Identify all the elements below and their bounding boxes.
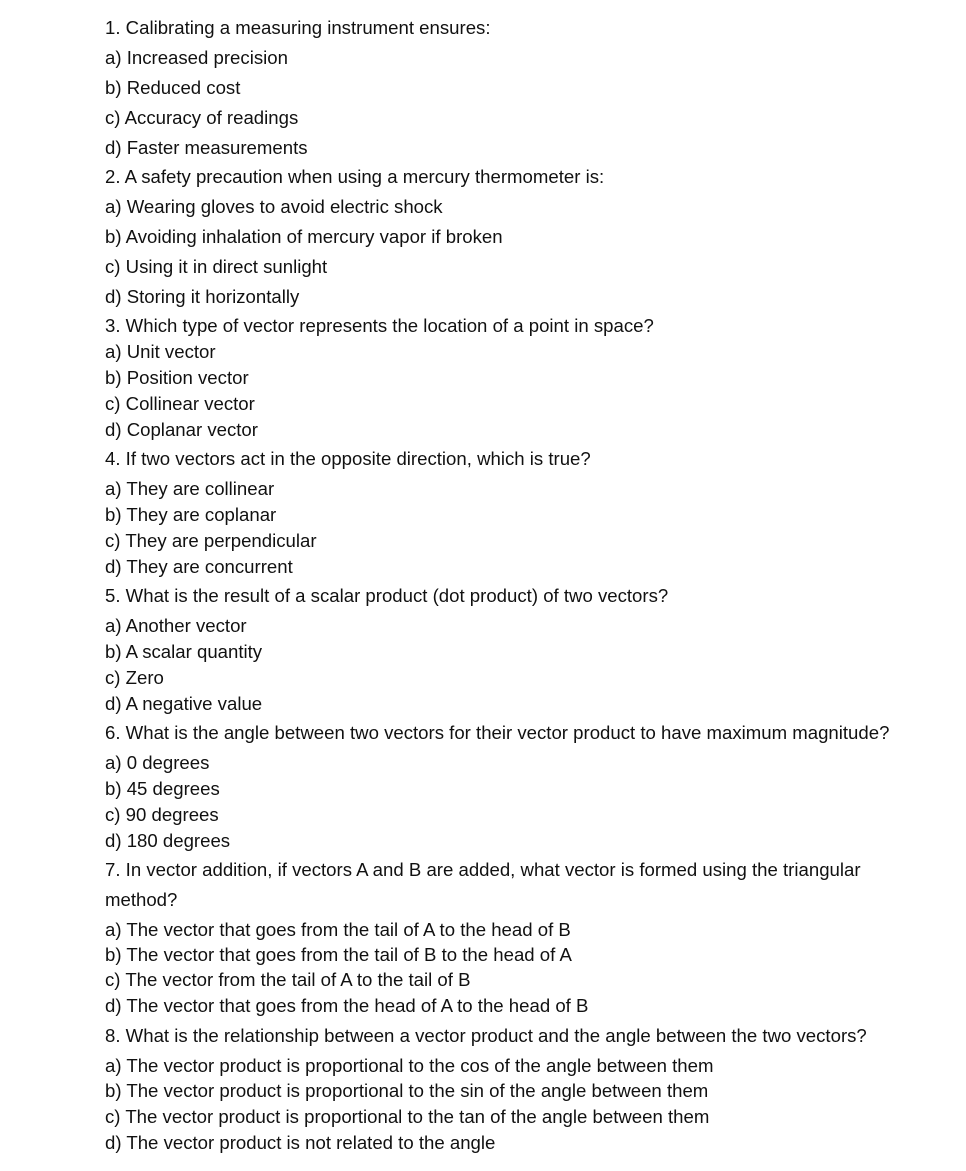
question-5-option-c: c) Zero [105,667,164,688]
question-6-option-d: d) 180 degrees [105,830,231,851]
question-2-option-c: c) Using it in direct sunlight [105,256,328,277]
question-3-option-c: c) Collinear vector [105,393,255,414]
question-2-option-b: b) Avoiding inhalation of mercury vapor if broken [105,226,503,247]
question-7-option-a: a) The vector that goes from the tail of A to the head of B [105,919,571,940]
question-5-option-b: b) A scalar quantity [105,641,263,662]
question-1-option-d: d) Faster measurements [105,137,308,158]
question-5-option-d: d) A negative value [105,693,263,714]
question-7-option-c: c) The vector from the tail of A to the tail of B [105,969,471,990]
question-2-option-a: a) Wearing gloves to avoid electric shock [105,196,443,217]
question-4-option-a: a) They are collinear [105,478,275,499]
question-3-text: 3. Which type of vector represents the location of a point in space? [105,315,654,336]
question-8-option-c: c) The vector product is proportional to the tan of the angle between them [105,1106,710,1127]
question-1-option-b: b) Reduced cost [105,77,241,98]
question-7-option-b: b) The vector that goes from the tail of B to the head of A [105,944,572,965]
question-8-option-b: b) The vector product is proportional to the sin of the angle between them [105,1080,709,1101]
question-2-option-d: d) Storing it horizontally [105,286,300,307]
question-1-option-a: a) Increased precision [105,47,288,68]
question-6-option-a: a) 0 degrees [105,752,210,773]
question-5-text: 5. What is the result of a scalar product (dot product) of two vectors? [105,585,669,606]
question-7-text: 7. In vector addition, if vectors A and B are added, what vector is formed using the triangular [105,859,861,880]
question-4-option-c: c) They are perpendicular [105,530,317,551]
question-4-option-d: d) They are concurrent [105,556,293,577]
question-1-option-c: c) Accuracy of readings [105,107,299,128]
question-8-text: 8. What is the relationship between a vector product and the angle between the two vectors? [105,1025,867,1046]
question-3-option-b: b) Position vector [105,367,249,388]
question-2-text: 2. A safety precaution when using a mercury thermometer is: [105,166,605,187]
question-3-option-d: d) Coplanar vector [105,419,258,440]
question-8-option-d: d) The vector product is not related to the angle [105,1132,496,1153]
question-6-option-b: b) 45 degrees [105,778,220,799]
question-1-text: 1. Calibrating a measuring instrument ensures: [105,17,491,38]
question-7-text-continued: method? [105,889,178,910]
question-3-option-a: a) Unit vector [105,341,216,362]
question-5-option-a: a) Another vector [105,615,247,636]
question-4-text: 4. If two vectors act in the opposite direction, which is true? [105,448,591,469]
question-6-option-c: c) 90 degrees [105,804,219,825]
question-4-option-b: b) They are coplanar [105,504,277,525]
question-7-option-d: d) The vector that goes from the head of A to the head of B [105,995,589,1016]
question-8-option-a: a) The vector product is proportional to the cos of the angle between them [105,1055,714,1076]
question-6-text: 6. What is the angle between two vectors for their vector product to have maximum magnitude? [105,722,890,743]
